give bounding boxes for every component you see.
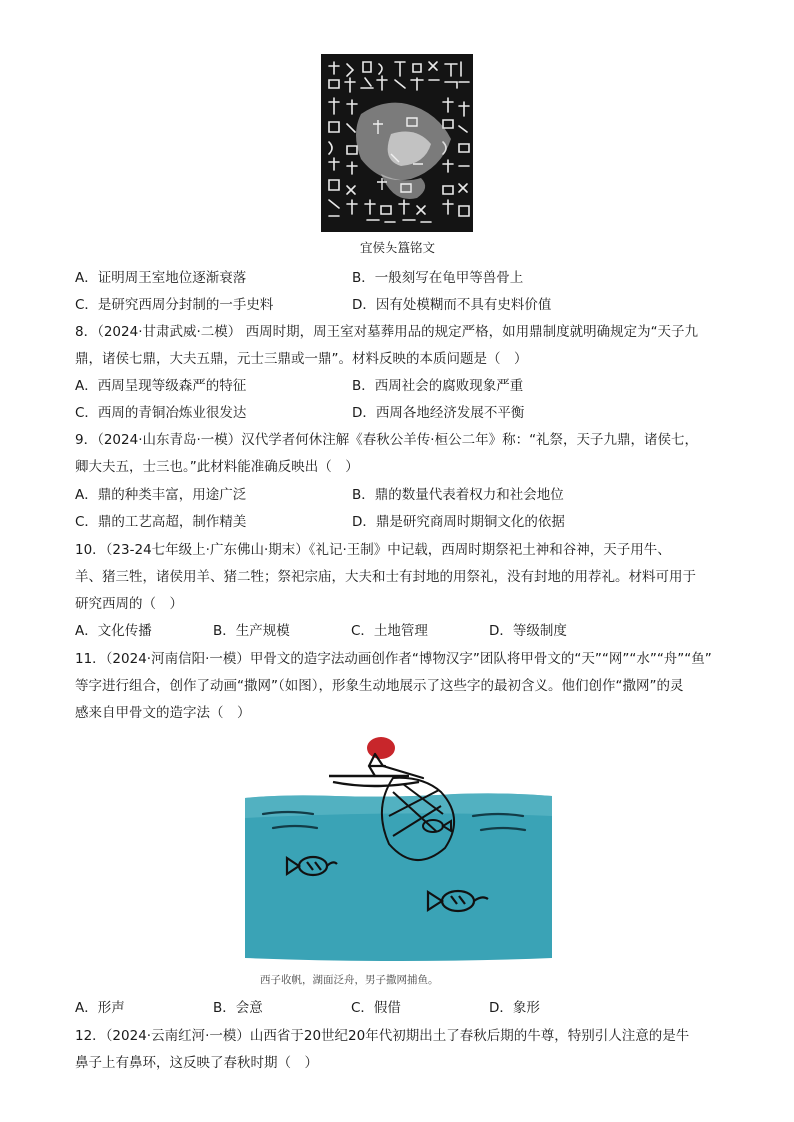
q8-option-d[interactable]: D．西周各地经济发展不平衡 bbox=[352, 405, 525, 421]
painting-caption: 西子收帆，湖面泛舟，男子撒网捕鱼。 bbox=[260, 974, 439, 986]
q11-option-d[interactable]: D．象形 bbox=[489, 1000, 540, 1016]
q10-stem-line3: 研究西周的（ ） bbox=[75, 596, 183, 612]
q11-option-b[interactable]: B．会意 bbox=[213, 1000, 263, 1016]
q10-option-c[interactable]: C．土地管理 bbox=[351, 623, 428, 639]
q8-stem-line2: 鼎，诸侯七鼎，大夫五鼎，元士三鼎或一鼎”。材料反映的本质问题是（ ） bbox=[75, 351, 528, 367]
q9-stem-line2: 卿大夫五，士三也。”此材料能准确反映出（ ） bbox=[75, 459, 359, 475]
net-casting-painting bbox=[243, 736, 554, 991]
q11-option-c[interactable]: C．假借 bbox=[351, 1000, 401, 1016]
q8-option-a[interactable]: A．西周呈现等级森严的特征 bbox=[75, 378, 247, 394]
q10-option-d[interactable]: D．等级制度 bbox=[489, 623, 567, 639]
q10-option-a[interactable]: A．文化传播 bbox=[75, 623, 152, 639]
q7-option-c[interactable]: C．是研究西周分封制的一手史料 bbox=[75, 297, 274, 313]
q10-stem-line2: 羊、猪三牲，诸侯用羊、猪二牲；祭祀宗庙，大夫和士有封地的用祭礼，没有封地的用荐礼。材料可用于 bbox=[75, 569, 696, 585]
q9-option-b[interactable]: B．鼎的数量代表着权力和社会地位 bbox=[352, 487, 564, 503]
q8-option-c[interactable]: C．西周的青铜冶炼业很发达 bbox=[75, 405, 247, 421]
q9-option-d[interactable]: D．鼎是研究商周时期铜文化的依据 bbox=[352, 514, 565, 530]
q11-stem-line1: 11．（2024·河南信阳·一模）甲骨文的造字法动画创作者“博物汉字”团队将甲骨文的“天”“网”“水”“舟”“鱼” bbox=[75, 651, 712, 667]
q7-option-a[interactable]: A．证明周王室地位逐渐衰落 bbox=[75, 270, 247, 286]
q11-option-a[interactable]: A．形声 bbox=[75, 1000, 125, 1016]
q11-stem-line3: 感来自甲骨文的造字法（ ） bbox=[75, 705, 251, 721]
q12-stem-line2: 鼻子上有鼻环，这反映了春秋时期（ ） bbox=[75, 1055, 318, 1071]
q8-stem-line1: 8．（2024·甘肃武威·二模） 西周时期，周王室对墓葬用品的规定严格，如用鼎制度就明确规定为“天子九 bbox=[75, 324, 699, 340]
figure-caption: 宜侯夨簋铭文 bbox=[360, 240, 436, 255]
q12-stem-line1: 12．（2024·云南红河·一模）山西省于20世纪20年代初期出土了春秋后期的牛尊，特别引人注意的是牛 bbox=[75, 1028, 690, 1044]
q7-option-d[interactable]: D．因有处模糊而不具有史料价值 bbox=[352, 297, 552, 313]
q9-option-a[interactable]: A．鼎的种类丰富，用途广泛 bbox=[75, 487, 247, 503]
q9-option-c[interactable]: C．鼎的工艺高超，制作精美 bbox=[75, 514, 247, 530]
q9-stem-line1: 9．（2024·山东青岛·一模）汉代学者何休注解《春秋公羊传·桓公二年》称：“礼祭，天子九鼎，诸侯七， bbox=[75, 432, 699, 448]
q8-option-b[interactable]: B．西周社会的腐败现象严重 bbox=[352, 378, 524, 394]
q11-stem-line2: 等字进行组合，创作了动画“撒网”（如图），形象生动地展示了这些字的最初含义。他们创作“撒网”的灵 bbox=[75, 678, 684, 694]
q10-option-b[interactable]: B．生产规模 bbox=[213, 623, 290, 639]
inscription-rubbing-image bbox=[321, 54, 473, 232]
q7-option-b[interactable]: B．一般刻写在龟甲等兽骨上 bbox=[352, 270, 524, 286]
q10-stem-line1: 10．（23-24七年级上·广东佛山·期末）《礼记·王制》中记载，西周时期祭祀土神和谷神，天子用牛、 bbox=[75, 542, 671, 558]
